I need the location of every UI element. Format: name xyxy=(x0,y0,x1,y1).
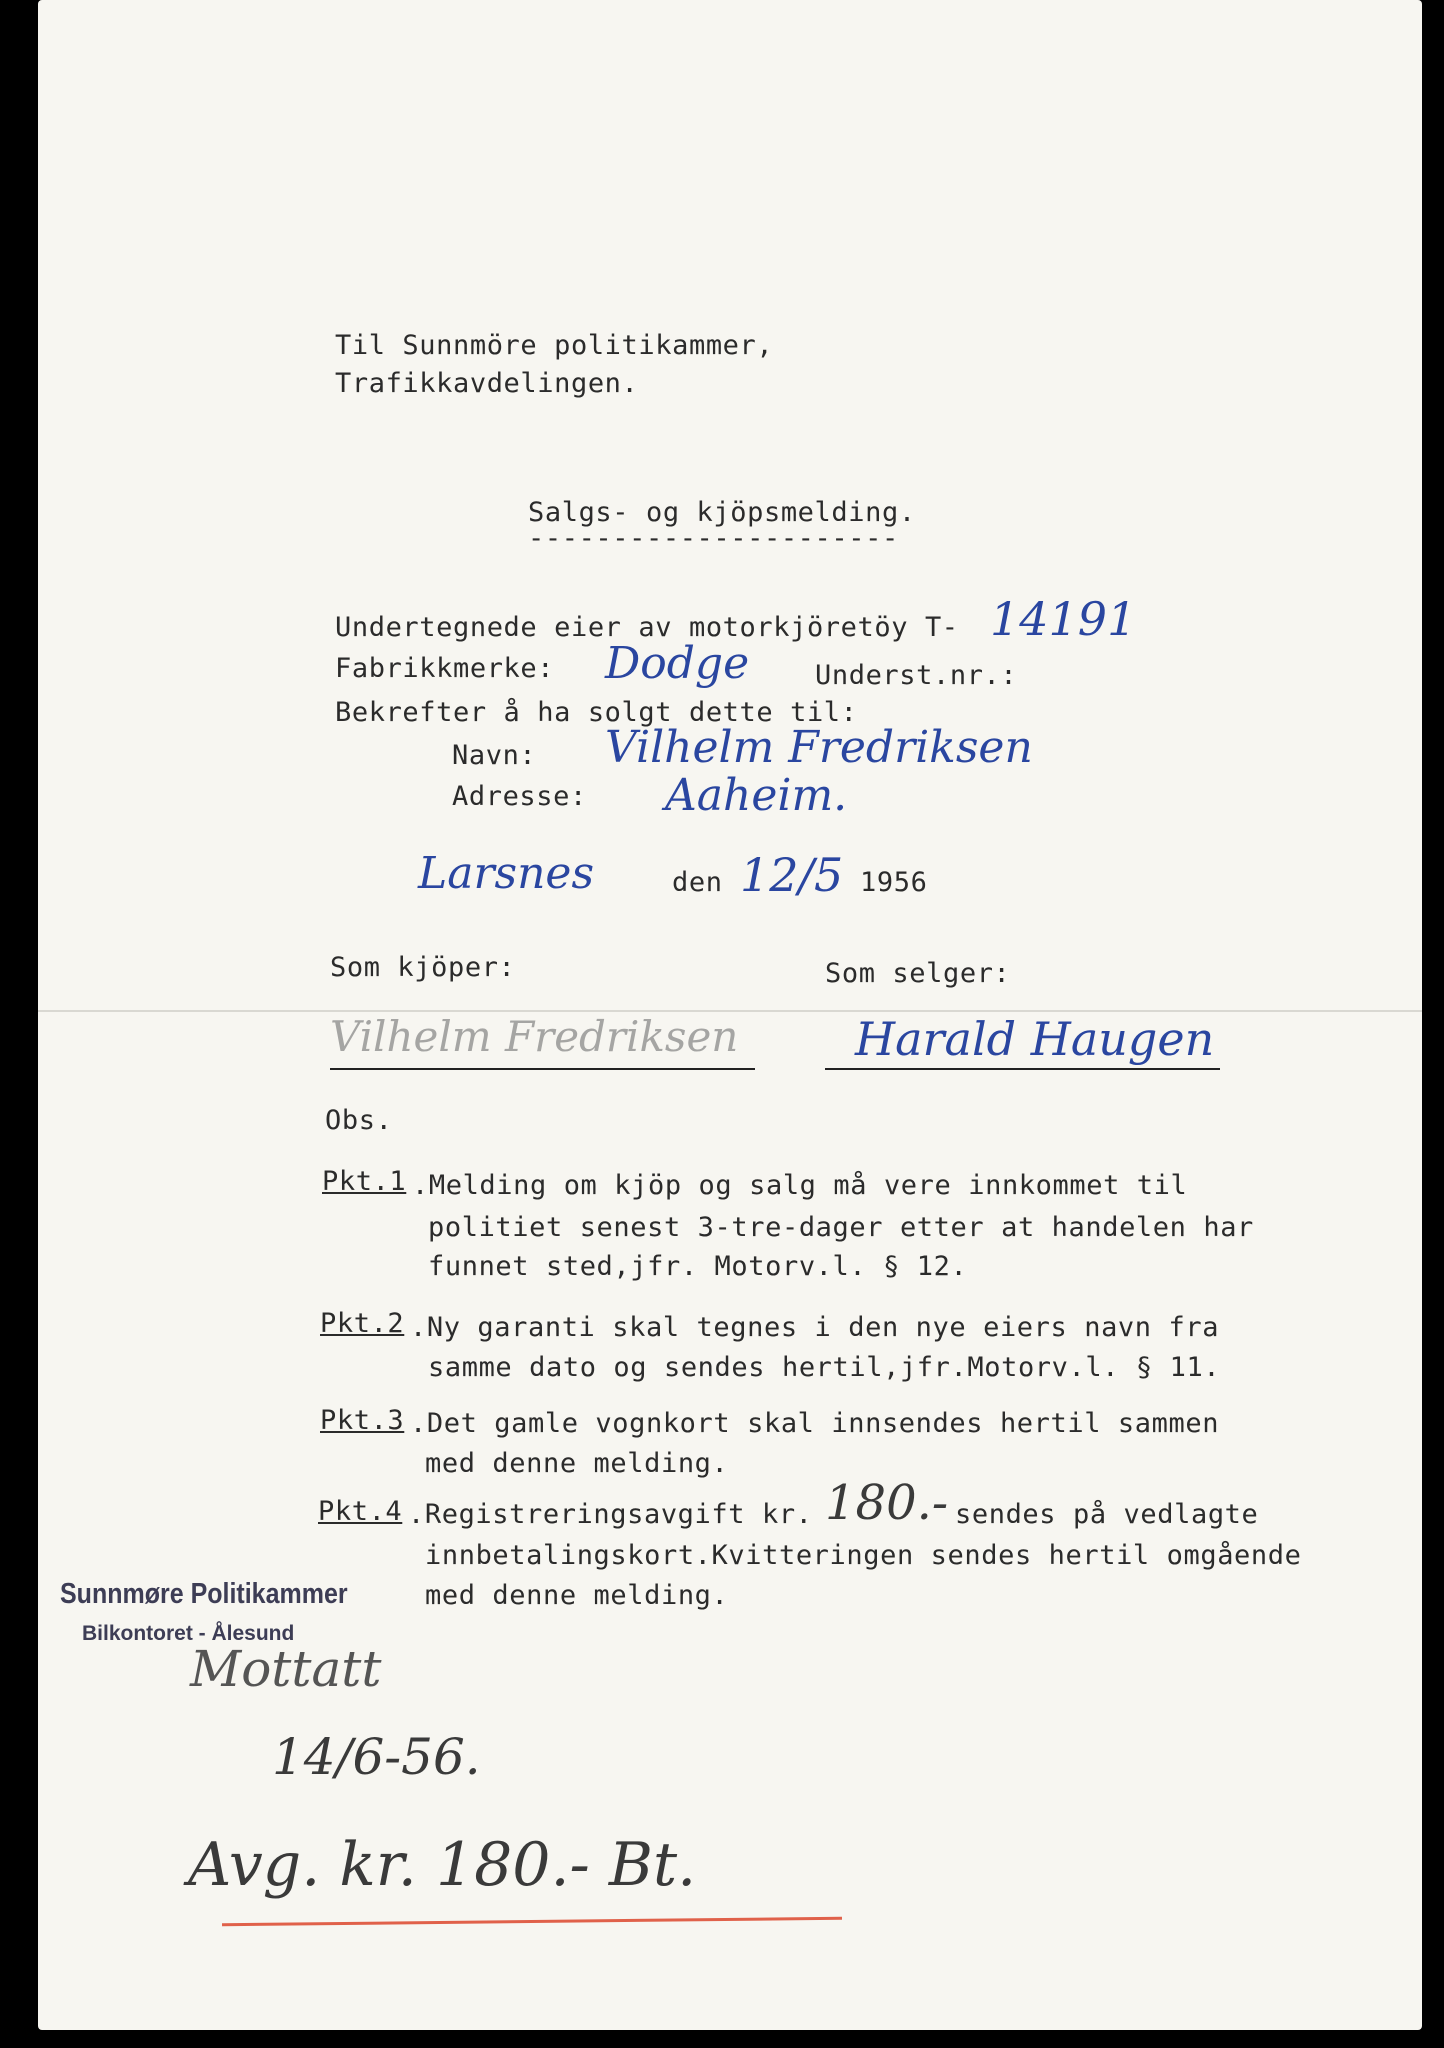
note-4-line-2: innbetalingskort.Kvitteringen sendes hertil omgående xyxy=(425,1540,1302,1571)
received-note: Mottatt xyxy=(190,1640,382,1698)
year-value: 1956 xyxy=(860,867,928,898)
date-value: 12/5 xyxy=(740,848,844,902)
note-4-line-1: .Registreringsavgift kr. xyxy=(408,1499,813,1530)
buyer-address: Aaheim. xyxy=(665,770,848,821)
note-2-label: Pkt.2 xyxy=(320,1308,405,1339)
owner-label: Undertegnede eier av motorkjöretöy T- xyxy=(335,612,959,643)
note-3-label: Pkt.3 xyxy=(320,1405,405,1436)
buyer-label: Som kjöper: xyxy=(330,952,516,983)
notes-heading: Obs. xyxy=(325,1105,393,1136)
date-label: den xyxy=(672,867,723,898)
office-stamp-line-1: Sunnmøre Politikammer xyxy=(60,1577,348,1611)
addressee-line-2: Trafikkavdelingen. xyxy=(335,368,639,399)
note-3-line-1: .Det gamle vognkort skal innsendes hertil sammen xyxy=(410,1408,1220,1439)
seller-signature: Harald Haugen xyxy=(855,1012,1215,1066)
buyer-signature: Vilhelm Fredriksen xyxy=(330,1012,739,1061)
note-1-label: Pkt.1 xyxy=(322,1166,407,1197)
place-value: Larsnes xyxy=(418,848,595,899)
name-label: Navn: xyxy=(452,740,537,771)
seller-label: Som selger: xyxy=(825,958,1011,989)
note-4-label: Pkt.4 xyxy=(318,1496,403,1527)
note-4-after-amount: sendes på vedlagte xyxy=(955,1499,1259,1530)
note-4-line-3: med denne melding. xyxy=(425,1580,729,1611)
registration-number: 14191 xyxy=(990,592,1137,646)
office-stamp-line-2: Bilkontoret - Ålesund xyxy=(82,1622,295,1645)
make-label: Fabrikkmerke: xyxy=(335,653,555,684)
confirm-label: Bekrefter å ha solgt dette til: xyxy=(335,697,858,728)
note-3-line-2: med denne melding. xyxy=(425,1448,729,1479)
address-label: Adresse: xyxy=(452,781,587,812)
note-2-line-1: .Ny garanti skal tegnes i den nye eiers navn fra xyxy=(410,1312,1220,1343)
buyer-name: Vilhelm Fredriksen xyxy=(605,722,1033,773)
note-1-line-3: funnet sted,jfr. Motorv.l. § 12. xyxy=(428,1251,968,1282)
addressee-line-1: Til Sunnmöre politikammer, xyxy=(335,330,774,361)
seller-signature-line xyxy=(825,1068,1220,1070)
note-1-line-2: politiet senest 3-tre-dager etter at handelen har xyxy=(428,1212,1254,1243)
document-title: Salgs- og kjöpsmelding. xyxy=(528,497,916,528)
make-value: Dodge xyxy=(605,638,750,689)
fee-amount: 180.- xyxy=(825,1475,949,1531)
note-1-line-1: .Melding om kjöp og salg må vere innkommet til xyxy=(412,1170,1188,1201)
buyer-signature-line xyxy=(330,1068,755,1070)
chassis-label: Underst.nr.: xyxy=(815,660,1018,691)
title-underline: ---------------------- xyxy=(528,523,899,554)
fee-note: Avg. kr. 180.- Bt. xyxy=(188,1830,697,1900)
note-2-line-2: samme dato og sendes hertil,jfr.Motorv.l. § 11. xyxy=(428,1352,1221,1383)
received-date: 14/6-56. xyxy=(272,1728,481,1786)
